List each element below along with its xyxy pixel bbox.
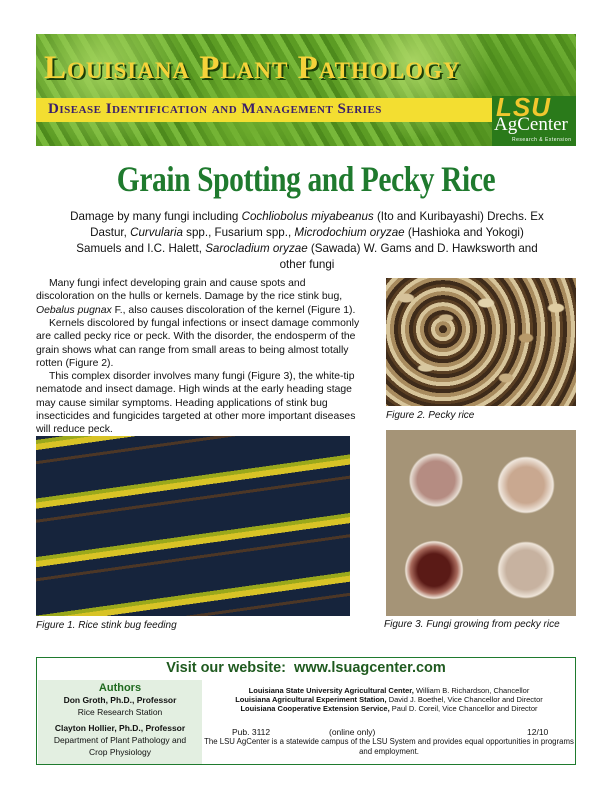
- publication-number: Pub. 3112: [232, 727, 271, 737]
- figure-2-caption: Figure 2. Pecky rice: [386, 410, 475, 421]
- body-paragraph-2: Kernels discolored by fungal infections or insect damage commonly are called pecky rice or peck. With the disorder, the endosperm of the grain shows what can range from small areas to being almost totally rotten (Figure 2).: [36, 318, 360, 369]
- authors-heading: Authors: [98, 682, 142, 694]
- publication-format: (online only): [329, 727, 376, 737]
- series-subtitle: Disease Identification and Management Series: [48, 101, 382, 117]
- publication-date: 12/10: [527, 727, 549, 737]
- author-2-affiliation-line-1: Department of Plant Pathology and: [53, 735, 187, 745]
- fungi-petri-dish-photo: [386, 430, 576, 616]
- institution-line-3: Louisiana Cooperative Extension Service, Paul D. Coreil, Vice Chancellor and Director: [240, 704, 538, 713]
- figure-1-caption: Figure 1. Rice stink bug feeding: [36, 620, 177, 631]
- institution-line-2: Louisiana Agricultural Experiment Station, David J. Boethel, Vice Chancellor and Director: [235, 695, 543, 704]
- logo-tagline: Research & Extension: [512, 137, 572, 143]
- author-2-affiliation-line-2: Crop Physiology: [89, 747, 151, 757]
- author-1-name: Don Groth, Ph.D., Professor: [63, 695, 177, 705]
- stink-bug-feeding-photo: [36, 436, 350, 616]
- pecky-rice-photo: [386, 278, 576, 406]
- page-title: Grain Spotting and Pecky Rice: [116, 159, 496, 199]
- institution-line-1: Louisiana State University Agricultural Center, William B. Richardson, Chancellor: [248, 686, 530, 695]
- equal-opportunity-statement: The LSU AgCenter is a statewide campus of the LSU System and provides equal opportunities in programs and employment.: [204, 737, 574, 756]
- lsu-logo-text: LSU: [496, 92, 551, 122]
- body-paragraph-1: Many fungi infect developing grain and cause spots and discoloration on the hulls or kernels. Damage by the rice stink bug, Oebalus pugnax F., also causes discoloration of the kernel (Figure 1).: [36, 278, 356, 316]
- series-title: Louisiana Plant Pathology: [44, 50, 461, 86]
- author-2-name: Clayton Hollier, Ph.D., Professor: [54, 723, 186, 733]
- figure-3-caption: Figure 3. Fungi growing from pecky rice: [384, 619, 560, 630]
- body-paragraph-3: This complex disorder involves many fungi (Figure 3), the white-tip nematode and insect damage. High winds at the early heading stage may cause similar symptoms. Heading applications of stink bug insecticides and fungicides targeted at other more important diseases will reduce peck.: [36, 371, 356, 436]
- agcenter-logo-text: AgCenter: [494, 114, 568, 135]
- author-1-affiliation: Rice Research Station: [77, 707, 163, 717]
- website-line: Visit our website: www.lsuagcenter.com: [166, 660, 446, 676]
- website-link[interactable]: www.lsuagcenter.com: [294, 660, 446, 676]
- pathogen-list: Damage by many fungi including Cochliobolus miyabeanus (Ito and Kuribayashi) Drechs. Ex Dastur, Curvularia spp., Fusarium spp., Microdochium oryzae (Hashioka and Yokogi) Samuels and I.C. Halett, Sarocladium oryzae (Sawada) W. Gams and D. Hawksworth and other fungi: [70, 210, 544, 271]
